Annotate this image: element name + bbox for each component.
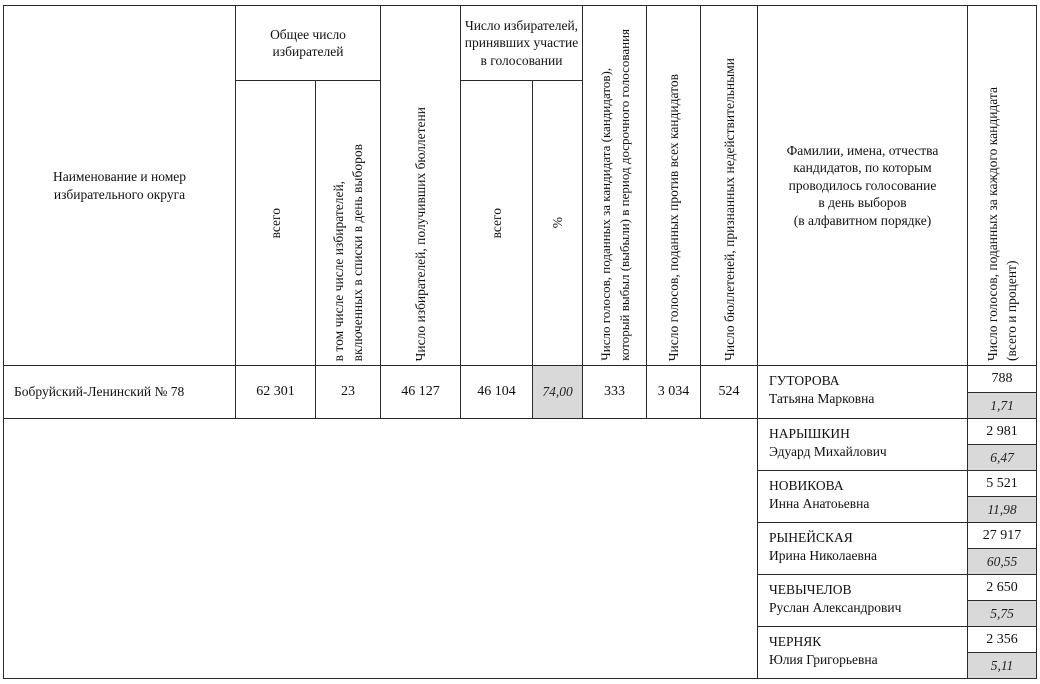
header-participated-percent — [532, 80, 583, 366]
candidate-votes-value: 2 981 — [986, 423, 1018, 439]
candidate-percent-value: 11,98 — [987, 501, 1017, 517]
header-votes-for-withdrawn — [582, 5, 647, 366]
row-votes-for-withdrawn-value: 333 — [604, 384, 625, 399]
row-received-ballots — [380, 365, 461, 419]
header-district — [3, 5, 236, 366]
header-district-label: Наименование и номер избирательного округа — [52, 169, 187, 202]
candidate-percent — [967, 444, 1037, 471]
header-votes-against-all — [646, 5, 701, 366]
candidate-given-names: Эдуард Михайлович — [769, 444, 887, 459]
row-participated-percent-value: 74,00 — [542, 384, 573, 399]
row-votes-for-withdrawn — [582, 365, 647, 419]
row-district-value: Бобруйский-Ленинский № 78 — [14, 384, 185, 399]
header-invalid-ballots-label: Число бюллетеней, признанных недействительными — [721, 58, 737, 361]
candidate-votes-value: 27 917 — [982, 527, 1022, 543]
candidate-given-names: Юлия Григорьевна — [769, 652, 878, 667]
candidate-percent-value: 1,71 — [990, 397, 1014, 413]
row-total-voters-value: 62 301 — [256, 384, 295, 399]
candidate-percent — [967, 392, 1037, 419]
header-participated-group — [460, 5, 583, 81]
row-participated-percent — [532, 365, 583, 419]
header-received-ballots — [380, 5, 461, 366]
candidate-votes-value: 2 650 — [986, 579, 1018, 595]
header-total-voters-group — [235, 5, 381, 81]
candidate-percent-value: 6,47 — [990, 449, 1014, 465]
header-total-voters-all — [235, 80, 316, 366]
candidate-row — [757, 574, 968, 627]
row-total-voters — [235, 365, 316, 419]
candidate-row — [757, 418, 968, 471]
candidate-percent — [967, 496, 1037, 523]
header-total-voters-included-label: в том числе числе избирателей, включенных в списки в день выборов — [331, 143, 365, 361]
candidate-votes — [967, 365, 1037, 393]
candidate-votes-value: 788 — [991, 371, 1013, 386]
row-participated-value: 46 104 — [477, 384, 516, 399]
candidate-votes — [967, 626, 1037, 653]
header-participated-group-label: Число избирателей, принявших участие в голосовании — [464, 17, 579, 68]
candidate-percent — [967, 548, 1037, 575]
header-candidates — [757, 5, 968, 366]
header-candidates-label: Фамилии, имена, отчества кандидатов, по которым проводилось голосование в день выборов (в алфавитном порядке) — [786, 142, 939, 228]
candidate-surname: РЫНЕЙСКАЯ — [769, 530, 853, 545]
candidate-row — [757, 365, 968, 419]
header-participated-all — [460, 80, 533, 366]
candidate-given-names: Руслан Александрович — [769, 600, 902, 615]
candidate-surname: НОВИКОВА — [769, 478, 844, 493]
header-total-voters-all-label: всего — [268, 207, 283, 239]
row-included-on-election-day — [315, 365, 381, 419]
candidate-votes-value: 5 521 — [986, 475, 1018, 491]
candidate-votes — [967, 522, 1037, 549]
row-district — [3, 365, 236, 419]
empty-area — [3, 418, 758, 679]
candidate-votes — [967, 574, 1037, 601]
candidate-row — [757, 470, 968, 523]
row-votes-against-all — [646, 365, 701, 419]
candidate-percent-value: 5,75 — [990, 605, 1014, 621]
row-invalid-ballots — [700, 365, 758, 419]
header-total-voters-included — [315, 80, 381, 366]
row-invalid-ballots-value: 524 — [718, 384, 740, 399]
candidate-surname: ЧЕВЫЧЕЛОВ — [769, 582, 852, 597]
candidate-given-names: Татьяна Марковна — [769, 391, 875, 406]
header-participated-percent-label: % — [550, 217, 565, 229]
row-participated — [460, 365, 533, 419]
candidate-surname: НАРЫШКИН — [769, 426, 850, 441]
header-votes-against-all-label: Число голосов, поданных против всех кандидатов — [666, 73, 681, 361]
candidate-given-names: Ирина Николаевна — [769, 548, 878, 563]
candidate-votes — [967, 470, 1037, 497]
header-total-voters-group-label: Общее число избирателей — [270, 26, 346, 59]
candidate-percent-value: 60,55 — [986, 553, 1018, 569]
candidate-percent — [967, 600, 1037, 627]
candidate-surname: ЧЕРНЯК — [769, 634, 822, 649]
candidate-surname: ГУТОРОВА — [769, 373, 840, 388]
row-included-value: 23 — [341, 384, 355, 399]
row-received-ballots-value: 46 127 — [401, 384, 440, 399]
candidate-percent — [967, 652, 1037, 679]
header-votes-per-candidate — [967, 5, 1037, 366]
header-participated-all-label: всего — [489, 207, 504, 239]
header-invalid-ballots — [700, 5, 758, 366]
header-votes-for-withdrawn-label: Число голосов, поданных за кандидата (кандидатов), который выбыл (выбыли) в период досрочного голосования — [597, 29, 632, 361]
candidate-given-names: Инна Анатоьевна — [769, 496, 870, 511]
row-votes-against-all-value: 3 034 — [657, 384, 690, 399]
candidate-percent-value: 5,11 — [990, 657, 1014, 673]
candidate-votes — [967, 418, 1037, 445]
candidate-row — [757, 522, 968, 575]
candidate-votes-value: 2 356 — [986, 631, 1018, 647]
header-received-ballots-label: Число избирателей, получивших бюллетени — [413, 106, 428, 361]
candidate-row — [757, 626, 968, 679]
header-votes-per-candidate-label: Число голосов, поданных за каждого кандидата (всего и процент) — [985, 87, 1019, 361]
